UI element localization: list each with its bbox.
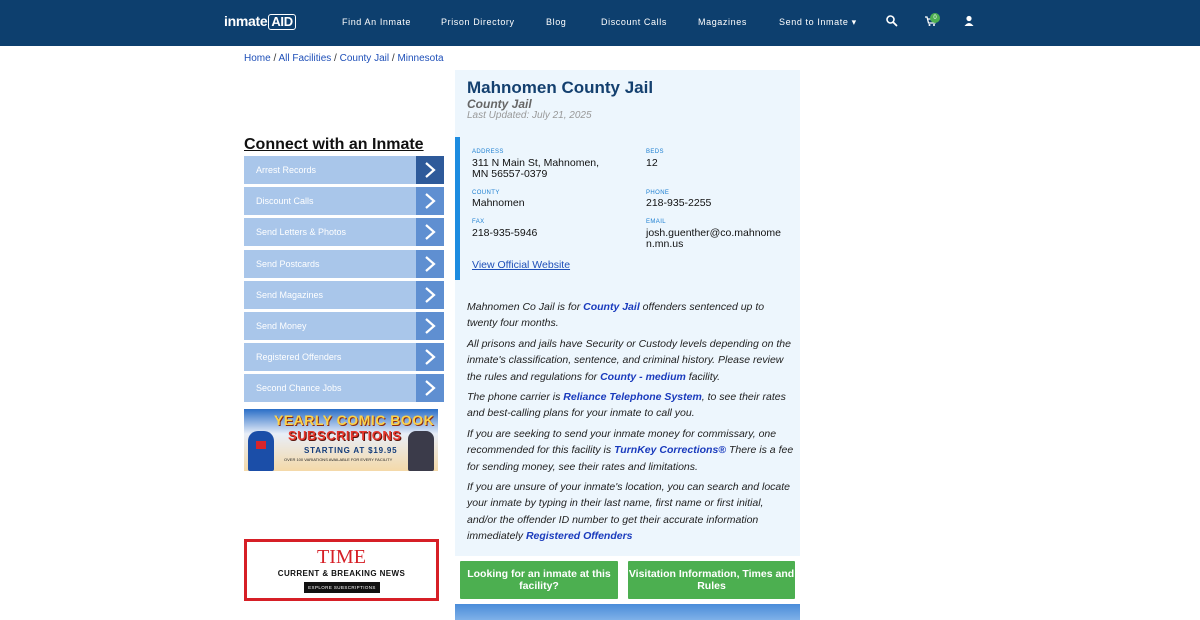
sidebar-item-label: Registered Offenders [256, 352, 342, 363]
desc-paragraph-3 [467, 389, 795, 422]
search-icon[interactable] [885, 14, 899, 28]
email-line2: n.mn.us [646, 238, 684, 250]
ad-time-cta: EXPLORE SUBSCRIPTIONS [304, 582, 380, 593]
sidebar-item-label: Send Money [256, 320, 307, 331]
registered-offenders-link[interactable]: Registered Offenders [525, 529, 633, 542]
ad-time-tagline: CURRENT & BREAKING NEWS [277, 569, 406, 578]
breadcrumb-home[interactable]: Home [244, 53, 271, 64]
site-logo[interactable] [224, 13, 296, 33]
turnkey-link[interactable]: TurnKey Corrections® [614, 444, 727, 457]
desc-paragraph-4 [467, 426, 795, 475]
sidebar-item-arrest-records[interactable] [244, 156, 444, 184]
address-line2: MN 56557-0379 [472, 168, 548, 180]
sidebar-item-label: Send Postcards [256, 258, 320, 269]
chevron-right-icon [416, 250, 444, 278]
breadcrumb-all-facilities[interactable]: All Facilities [278, 53, 332, 64]
email-line1: josh.guenther@co.mahnome [646, 227, 781, 239]
beds-value: 12 [646, 157, 658, 169]
sidebar-item-discount-calls[interactable] [244, 187, 444, 215]
security-level-link[interactable]: County - medium [600, 370, 686, 383]
nav-prison-directory[interactable]: Prison Directory [441, 17, 515, 27]
visitation-info-button[interactable]: Visitation Information, Times and Rules [628, 561, 795, 599]
chevron-right-icon [416, 343, 444, 371]
breadcrumb-sep: / [331, 53, 340, 64]
caret-down-icon: ▾ [851, 17, 857, 27]
sidebar-item-send-letters[interactable] [244, 218, 444, 246]
chevron-right-icon [416, 156, 444, 184]
desc-text: If you are seeking to send your inmate money for commissary, one recommended for this facility is [467, 428, 777, 457]
sidebar-item-second-chance-jobs[interactable] [244, 374, 444, 402]
phone-label: PHONE [646, 190, 670, 196]
user-icon[interactable] [962, 14, 976, 28]
sidebar-menu [244, 156, 444, 406]
nav-send-to-inmate-label: Send to Inmate [779, 17, 849, 27]
desc-paragraph-5 [467, 479, 795, 544]
ad-comic-price: STARTING AT $19.95 [304, 446, 398, 455]
county-value: Mahnomen [472, 197, 525, 209]
desc-text: If you are unsure of your inmate's location, you can search and locate your inmate by typing in their last name, first name or first initial, and/or the offender ID number to get their accurate information immediately [467, 481, 791, 542]
nav-send-to-inmate[interactable] [779, 17, 857, 28]
desc-text: offenders sentenced up to twenty four months. [467, 301, 765, 330]
ad-comic-line2: SUBSCRIPTIONS [288, 428, 402, 443]
desc-text: Mahnomen Co Jail is for [467, 301, 584, 313]
sidebar-item-label: Send Letters & Photos [256, 227, 347, 238]
phone-value: 218-935-2255 [646, 197, 712, 209]
fax-value: 218-935-5946 [472, 227, 538, 239]
chevron-right-icon [416, 281, 444, 309]
logo-accent: AID [268, 14, 296, 30]
nav-magazines[interactable]: Magazines [698, 17, 747, 27]
desc-text: All prisons and jails have Security or Custody levels depending on the inmate's classification, sentence, and criminal history. Please review the rules and regulations for [467, 338, 791, 383]
chevron-right-icon [416, 374, 444, 402]
sidebar-item-send-money[interactable] [244, 312, 444, 340]
nav-discount-calls[interactable]: Discount Calls [601, 17, 667, 27]
breadcrumb-sep: / [389, 53, 398, 64]
breadcrumb [244, 53, 444, 64]
desc-paragraph-2 [467, 336, 795, 385]
official-website-link[interactable]: View Official Website [472, 259, 571, 271]
chevron-right-icon [416, 187, 444, 215]
find-inmate-at-facility-button[interactable]: Looking for an inmate at this facility? [460, 561, 618, 599]
desc-paragraph-1 [467, 299, 795, 332]
address-label: ADDRESS [472, 149, 504, 155]
superhero-illustration [248, 431, 274, 471]
desc-text: There is a fee for sending money, see their rates and limitations. [467, 444, 794, 473]
phone-carrier-link[interactable]: Reliance Telephone System [563, 391, 702, 403]
batman-illustration [408, 431, 434, 471]
sidebar-item-label: Send Magazines [256, 289, 324, 300]
time-magazine-ad[interactable] [244, 539, 439, 601]
facility-photo [455, 604, 800, 620]
ad-time-brand: TIME [317, 546, 366, 568]
chevron-right-icon [416, 218, 444, 246]
county-jail-link[interactable]: County Jail [583, 301, 640, 313]
breadcrumb-sep: / [270, 53, 279, 64]
sidebar-item-send-postcards[interactable] [244, 250, 444, 278]
breadcrumb-county-jail[interactable]: County Jail [339, 53, 390, 64]
facility-type: County Jail [467, 97, 532, 111]
fax-label: FAX [472, 219, 485, 225]
logo-text: inmate [224, 13, 268, 29]
chevron-right-icon [416, 312, 444, 340]
desc-text: , to see their rates and best-calling plans for your inmate to call you. [467, 391, 786, 420]
desc-text: The phone carrier is [467, 391, 564, 403]
nav-blog[interactable]: Blog [546, 17, 567, 27]
sidebar-item-label: Arrest Records [256, 165, 317, 175]
facility-title: Mahnomen County Jail [467, 78, 654, 97]
desc-text: facility. [685, 370, 721, 383]
connect-title[interactable]: Connect with an Inmate [244, 136, 424, 153]
top-nav [0, 0, 1200, 46]
facility-updated: Last Updated: July 21, 2025 [467, 110, 592, 121]
beds-label: BEDS [646, 149, 664, 155]
sidebar-item-label: Second Chance Jobs [256, 383, 342, 394]
address-line1: 311 N Main St, Mahnomen, [472, 157, 600, 169]
ad-comic-fineprint: OVER 100 VARIATIONS AVAILABLE FOR EVERY FACILITY [284, 457, 393, 462]
sidebar-item-registered-offenders[interactable] [244, 343, 444, 371]
sidebar-item-label: Discount Calls [256, 196, 314, 207]
nav-find-inmate[interactable]: Find An Inmate [342, 17, 411, 27]
county-label: COUNTY [472, 190, 500, 196]
breadcrumb-minnesota[interactable]: Minnesota [397, 53, 444, 64]
email-label: EMAIL [646, 219, 667, 225]
cart-count-badge: 0 [930, 13, 940, 23]
comic-subscription-ad[interactable] [244, 409, 438, 471]
sidebar-item-send-magazines[interactable] [244, 281, 444, 309]
ad-comic-line1: YEARLY COMIC BOOK [274, 412, 435, 428]
